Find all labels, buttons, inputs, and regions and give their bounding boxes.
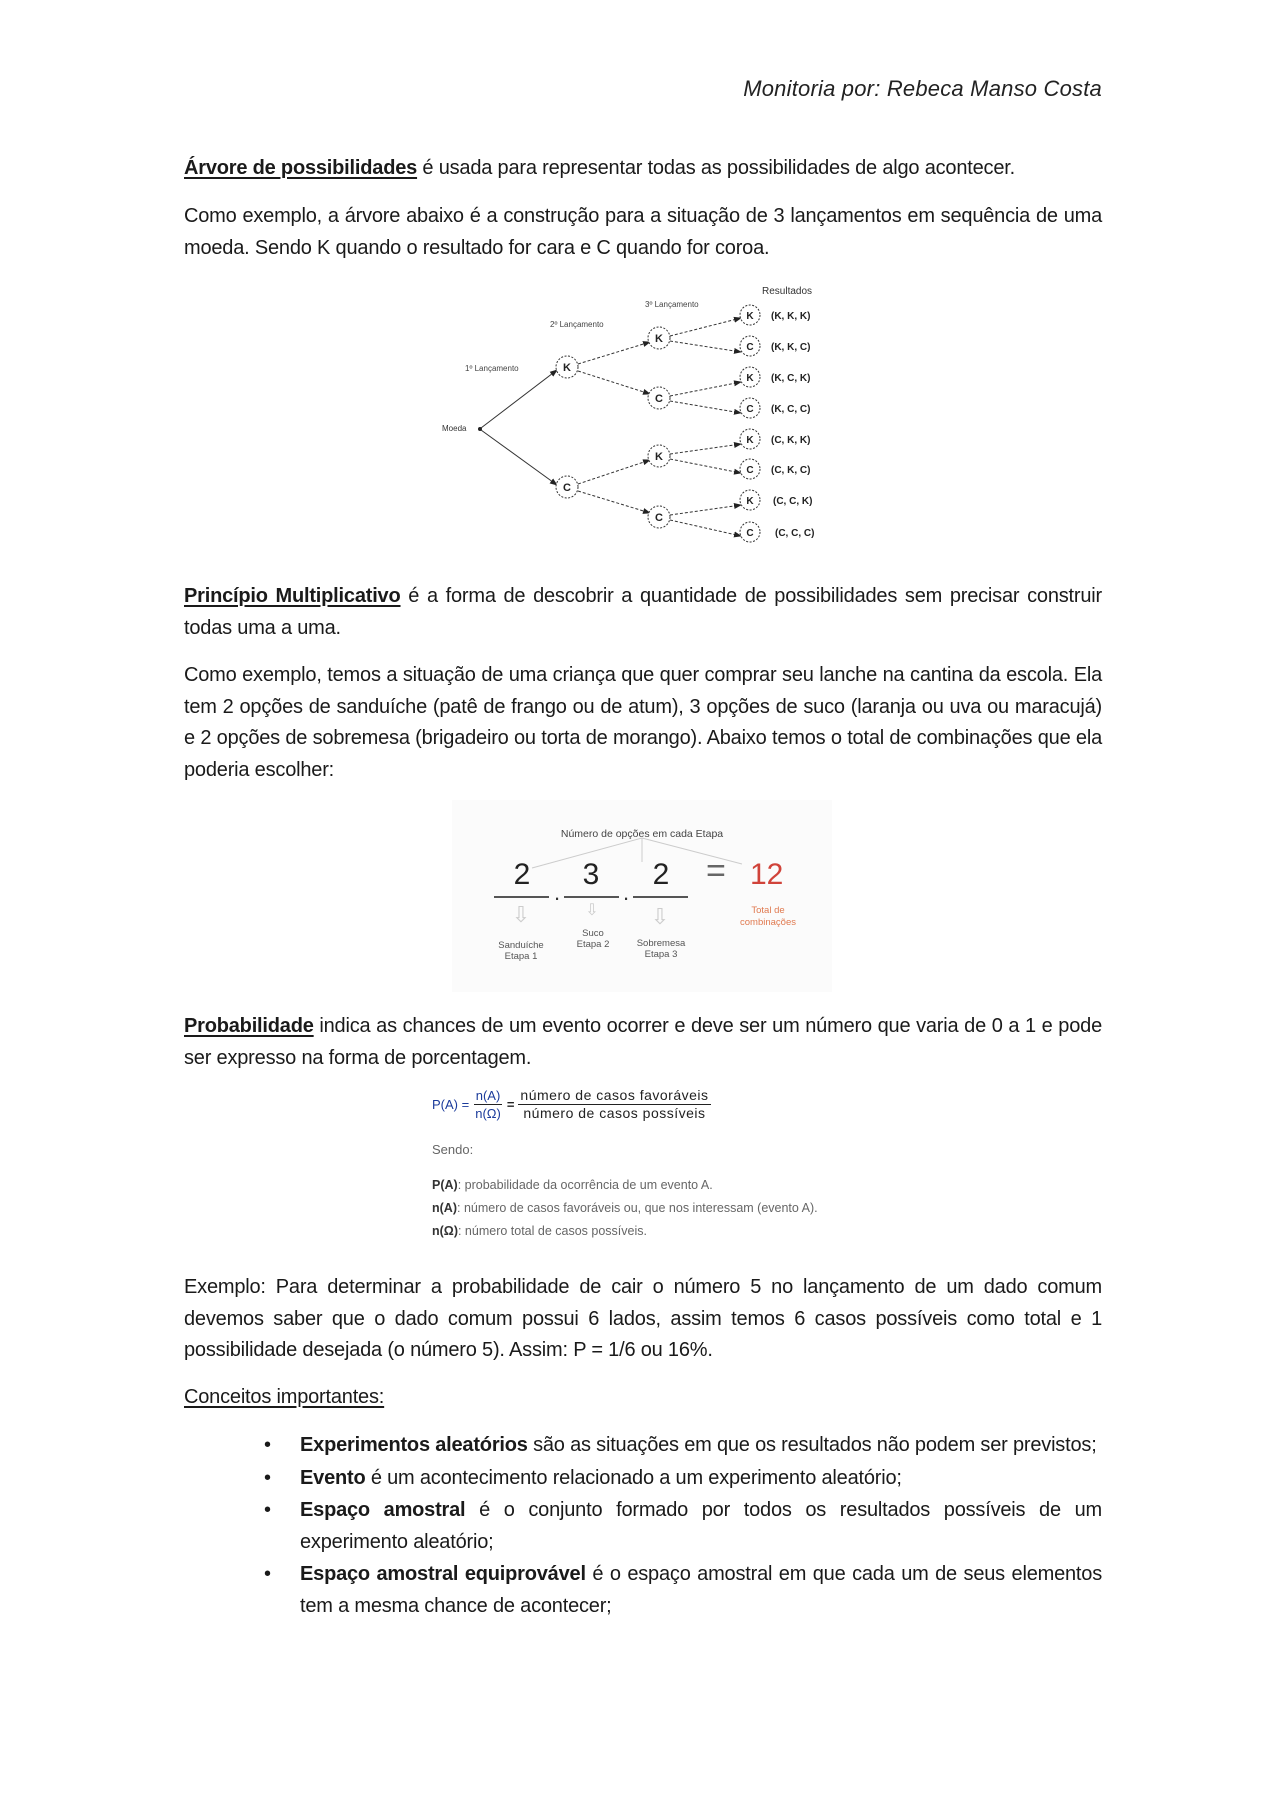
bullet-icon: • [264, 1434, 271, 1456]
formula-lhs: P(A) = [432, 1097, 470, 1112]
step-sandwich [486, 940, 556, 962]
svg-text:C: C [746, 528, 754, 539]
svg-text:C: C [655, 512, 663, 524]
svg-text:C: C [746, 465, 754, 476]
probabilidade-term: Probabilidade [184, 1015, 314, 1037]
def-symbol: n(Ω) [432, 1224, 458, 1238]
svg-text:C: C [746, 404, 754, 415]
step-stage: Etapa 2 [576, 939, 610, 950]
probability-tree-diagram [440, 280, 840, 555]
formula-def-pa [432, 1178, 713, 1192]
tree-leaf-7 [740, 490, 812, 510]
concept-term: Espaço amostral [300, 1499, 466, 1521]
level2-label: 2º Lançamento [550, 320, 604, 329]
principio-example: Como exemplo, temos a situação de uma criança que quer comprar seu lanche na cantina da escola. Ela tem 2 opções de sanduíche (patê de frango ou de atum), 3 opções de suco (laranja ou uva ou maracujá) e 2 opções de sobremesa (brigadeiro ou torta de morango). Abaixo temos o total de combinações que ela poderia escolher: [184, 664, 1102, 781]
formula-numerator-text: número de casos favoráveis [520, 1087, 709, 1103]
concept-term: Evento [300, 1466, 366, 1489]
def-text: : probabilidade da ocorrência de um evento A. [457, 1178, 713, 1192]
svg-text:C: C [746, 342, 754, 353]
bullet-icon: • [264, 1499, 271, 1521]
formula-equals: = [506, 1097, 515, 1112]
tree-leaf-1 [740, 305, 810, 325]
arvore-definition-text: é usada para representar todas as possibilidades de algo acontecer. [417, 157, 1015, 179]
conceitos-heading-text: Conceitos importantes: [184, 1386, 385, 1408]
def-symbol: P(A) [432, 1178, 458, 1192]
results-header: Resultados [762, 286, 813, 297]
result-1: (K, K, K) [771, 311, 811, 322]
conceitos-heading [184, 1382, 1102, 1414]
concept-item [264, 1463, 1102, 1495]
concept-term: Experimentos aleatórios [300, 1434, 528, 1456]
blank-line-3 [633, 896, 688, 898]
formula-numerator: n(A) [475, 1088, 501, 1103]
probability-formula [430, 1085, 870, 1250]
result-7: (C, C, K) [773, 496, 813, 507]
total-label-line2: combinações [740, 917, 796, 928]
root-label: Moeda [442, 424, 467, 433]
svg-text:C: C [563, 482, 571, 494]
svg-text:K: K [563, 362, 571, 374]
tree-leaf-4 [740, 398, 810, 418]
level3-label: 3º Lançamento [645, 300, 699, 309]
bullet-icon: • [264, 1466, 271, 1489]
def-text: : número total de casos possíveis. [457, 1224, 647, 1238]
result-4: (K, C, C) [771, 404, 811, 415]
def-text: : número de casos favoráveis ou, que nos interessam (evento A). [457, 1201, 818, 1215]
tree-node-l1-c [556, 476, 578, 498]
tree-node-l2-kc [648, 387, 670, 409]
principio-definition-text: é a forma de descobrir a quantidade de possibilidades sem precisar construir todas uma a uma. [184, 585, 1103, 639]
concept-item [264, 1495, 1102, 1558]
concept-text: é o espaço amostral em que cada um de seus elementos tem a mesma chance de acontecer; [300, 1563, 1103, 1617]
total-label-line1: Total de [751, 905, 785, 916]
principio-definition [184, 581, 1102, 644]
probabilidade-example: Exemplo: Para determinar a probabilidade de cair o número 5 no lançamento de um dado comum devemos saber que o dado comum possui 6 lados, assim temos 6 casos possíveis como total e 1 possibilidade desejada (o número 5). Assim: P = 1/6 ou 16%. [184, 1276, 1102, 1361]
concept-text: é um acontecimento relacionado a um experimento aleatório; [365, 1466, 902, 1489]
tree-leaf-5 [740, 429, 810, 449]
concept-item [264, 1430, 1102, 1462]
def-symbol: n(A) [432, 1201, 457, 1215]
svg-text:C: C [655, 393, 663, 405]
arvore-definition [184, 153, 1102, 185]
probabilidade-definition [184, 1011, 1102, 1074]
concept-text: é o conjunto formado por todos os resultados possíveis de um experimento aleatório; [300, 1499, 1102, 1553]
formula-fraction-text [518, 1087, 710, 1122]
formula-denominator-text: número de casos possíveis [523, 1105, 706, 1121]
step-name: Sanduíche [498, 940, 544, 951]
svg-text:K: K [746, 311, 754, 322]
total-combinations: 12 [750, 858, 784, 891]
down-arrow-icon: ⇩ [650, 904, 670, 929]
factor-juice: 3 [582, 858, 600, 891]
svg-text:K: K [746, 435, 754, 446]
total-label [732, 905, 804, 929]
factor-dessert: 2 [652, 858, 670, 891]
tree-node-l2-ck [648, 445, 670, 467]
formula-denominator: n(Ω) [475, 1106, 501, 1121]
bullet-icon: • [264, 1563, 271, 1585]
step-dessert [626, 938, 696, 960]
combo-caption: Número de opções em cada Etapa [560, 828, 724, 840]
svg-text:K: K [655, 333, 663, 345]
multiply-dot-2: . [623, 880, 630, 905]
result-8: (C, C, C) [775, 528, 815, 539]
result-2: (K, K, C) [771, 342, 811, 353]
down-arrow-icon: ⇩ [511, 902, 531, 927]
concept-term: Espaço amostral equiprovável [300, 1563, 586, 1585]
step-name: Suco [582, 928, 604, 939]
result-5: (C, K, K) [771, 435, 811, 446]
tree-leaf-3 [740, 367, 810, 387]
concepts-list [264, 1430, 1103, 1623]
blank-line-1 [494, 896, 549, 898]
arvore-term: Árvore de possibilidades [184, 157, 418, 179]
step-stage: Etapa 1 [504, 951, 538, 962]
svg-text:K: K [746, 373, 754, 384]
formula-equation [432, 1087, 715, 1122]
equals-sign: = [706, 852, 726, 890]
blank-line-2 [564, 896, 619, 898]
result-3: (K, C, K) [771, 373, 811, 384]
step-stage: Etapa 3 [644, 949, 678, 960]
probabilidade-definition-text: indica as chances de um evento ocorrer e deve ser um número que varia de 0 a 1 e pode ser expresso na forma de porcentagem. [184, 1015, 1102, 1069]
down-arrow-icon: ⇩ [585, 902, 599, 919]
svg-text:K: K [655, 451, 663, 463]
formula-def-na [432, 1201, 818, 1215]
concept-text: são as situações em que os resultados não podem ser previstos; [527, 1434, 1097, 1456]
factor-sandwich: 2 [513, 858, 531, 891]
principio-term: Princípio Multiplicativo [184, 585, 401, 607]
tree-svg [440, 280, 840, 555]
step-name: Sobremesa [636, 938, 686, 949]
formula-def-nomega [432, 1224, 647, 1238]
tree-node-l2-kk [648, 327, 670, 349]
multiplicative-principle-diagram [452, 800, 832, 992]
formula-fraction-symbolic [473, 1087, 503, 1122]
result-6: (C, K, C) [771, 465, 811, 476]
formula-sendo: Sendo: [432, 1142, 474, 1157]
tree-node-l2-cc [648, 506, 670, 528]
tree-leaf-6 [740, 459, 810, 479]
step-juice [558, 928, 628, 950]
arvore-example: Como exemplo, a árvore abaixo é a construção para a situação de 3 lançamentos em sequência de uma moeda. Sendo K quando o resultado for cara e C quando for coroa. [184, 205, 1102, 259]
concept-item [264, 1559, 1103, 1622]
tree-leaf-8 [740, 522, 814, 542]
level1-label: 1º Lançamento [465, 364, 519, 373]
author-header: Monitoria por: Rebeca Manso Costa [743, 76, 1102, 101]
tree-node-l1-k [556, 356, 578, 378]
tree-leaf-2 [740, 336, 810, 356]
multiply-dot-1: . [554, 880, 561, 905]
svg-text:K: K [746, 496, 754, 507]
